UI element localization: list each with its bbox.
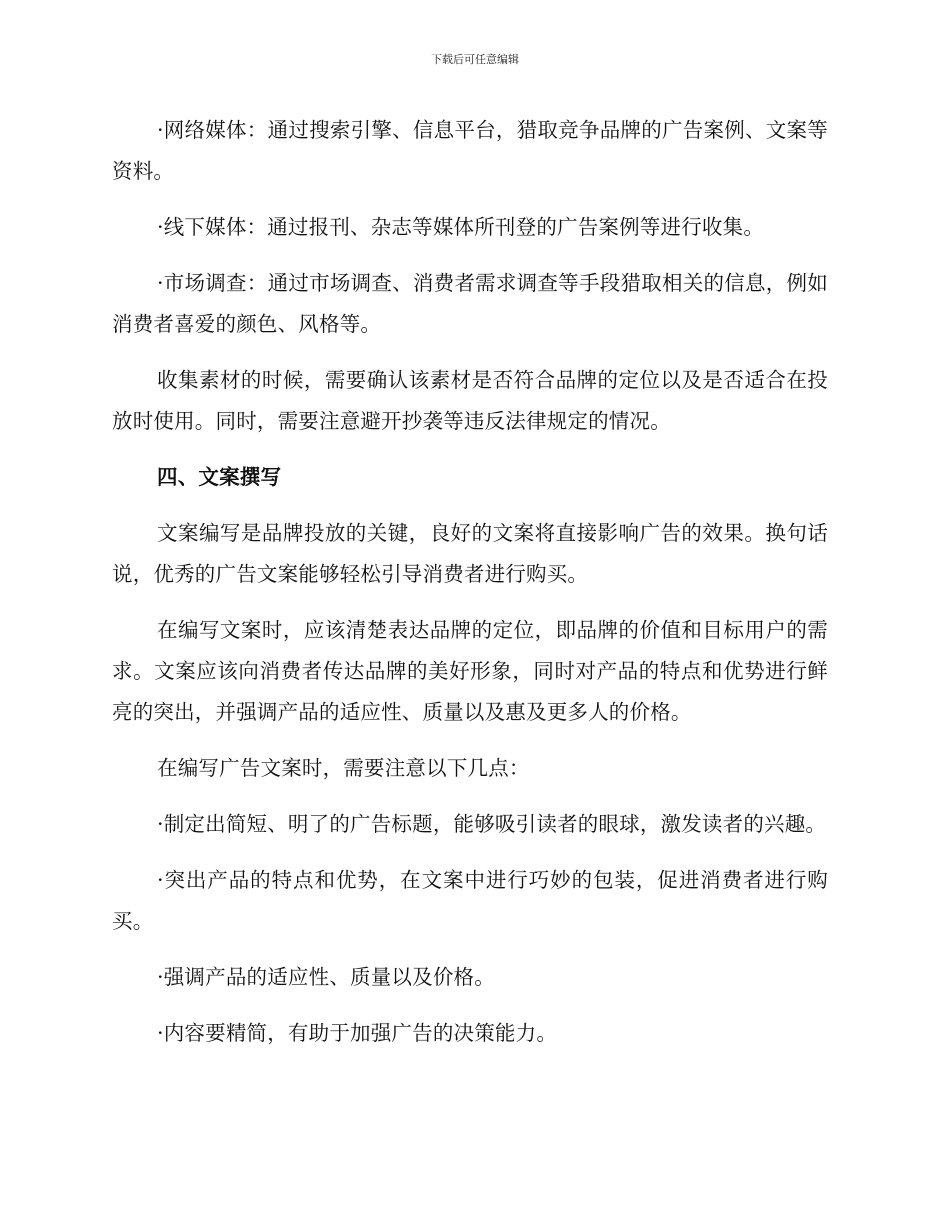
bullet-headline: ·制定出简短、明了的广告标题，能够吸引读者的眼球，激发读者的兴趣。 bbox=[157, 812, 827, 836]
paragraph-brand-positioning: 在编写文案时，应该清楚表达品牌的定位，即品牌的价值和目标用户的需求。文案应该向消费者传达品牌的美好形象，同时对产品的特点和优势进行鲜亮的突出，并强调产品的适应性、质量以及惠及更多人的价格。 bbox=[112, 618, 828, 724]
bullet-online-media: ·网络媒体：通过搜索引擎、信息平台，猎取竞争品牌的广告案例、文案等资料。 bbox=[112, 118, 828, 183]
bullet-quality-price: ·强调产品的适应性、质量以及价格。 bbox=[157, 965, 495, 989]
bullet-market-research: ·市场调查：通过市场调查、消费者需求调查等手段猎取相关的信息，例如消费者喜爱的颜色、风格等。 bbox=[112, 271, 828, 336]
bullet-offline-media: ·线下媒体：通过报刊、杂志等媒体所刊登的广告案例等进行收集。 bbox=[157, 215, 765, 239]
bullet-concise-content: ·内容要精简，有助于加强广告的决策能力。 bbox=[157, 1021, 558, 1045]
document-body bbox=[112, 110, 828, 1054]
page-header: 下载后可任意编辑 bbox=[431, 53, 519, 66]
section-heading-copywriting: 四、文案撰写 bbox=[157, 465, 282, 489]
bullet-product-highlights: ·突出产品的特点和优势，在文案中进行巧妙的包装，促进消费者进行购买。 bbox=[112, 868, 828, 933]
paragraph-material-collection: 收集素材的时候，需要确认该素材是否符合品牌的定位以及是否适合在投放时使用。同时，需要注意避开抄袭等违反法律规定的情况。 bbox=[112, 368, 828, 433]
paragraph-notes-intro: 在编写广告文案时，需要注意以下几点： bbox=[157, 756, 530, 780]
paragraph-copywriting-key: 文案编写是品牌投放的关键，良好的文案将直接影响广告的效果。换句话说，优秀的广告文案能够轻松引导消费者进行购买。 bbox=[112, 521, 828, 586]
